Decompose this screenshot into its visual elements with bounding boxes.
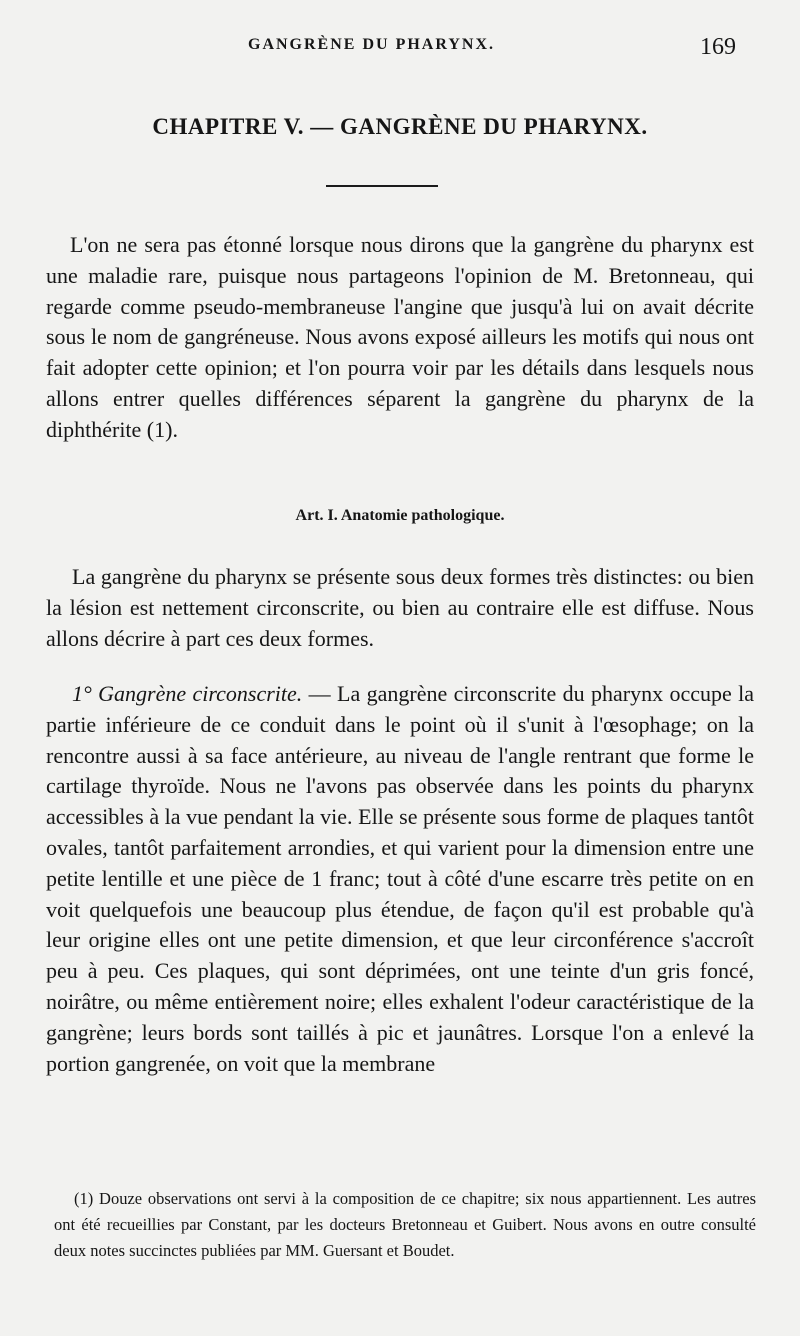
circumscribed-paragraph <box>46 679 754 1079</box>
circumscribed-body: — La gangrène circonscrite du pharynx occupe la partie inférieure de ce conduit dans le point où il s'unit à l'œsophage; on la rencontre aussi à sa face antérieure, au niveau de l'angle rentrant que forme le cartilage thyroïde. Nous ne l'avons pas observée dans les points du pharynx accessibles à la vue pendant la vie. Elle se présente sous forme de plaques tantôt ovales, tantôt parfaitement arrondies, et qui varient pour la dimension entre une petite lentille et une pièce de 1 franc; tout à côté d'une escarre très petite on en voit quelquefois une beaucoup plus étendue, de façon qu'il est probable qu'à leur origine elles ont une petite dimension, et que leur circonférence s'accroît peu à peu. Ces plaques, qui sont déprimées, ont une teinte d'un gris foncé, noirâtre, ou même entièrement noire; elles exhalent l'odeur caractéristique de la gangrène; leurs bords sont taillés à pic et jaunâtres. Lorsque l'on a enlevé la portion gangrenée, on voit que la membrane <box>46 681 754 1076</box>
running-head: GANGRÈNE DU PHARYNX. <box>248 36 495 53</box>
page-number: 169 <box>700 34 736 60</box>
intro-paragraph: L'on ne sera pas étonné lorsque nous dirons que la gangrène du pharynx est une maladie rare, puisque nous partageons l'opinion de M. Bretonneau, qui regarde comme pseudo-membraneuse l'angine que jusqu'à lui on avait décrite sous le nom de gangréneuse. Nous avons exposé ailleurs les motifs qui nous ont fait adopter cette opinion; et l'on pourra voir par les détails dans lesquels nous allons entrer quelles différences séparent la gangrène du pharynx de la diphthérite (1). <box>46 232 754 442</box>
title-divider <box>326 185 438 187</box>
circumscribed-lead: 1° Gangrène circonscrite. <box>72 681 303 706</box>
forms-paragraph: La gangrène du pharynx se présente sous deux formes très distinctes: ou bien la lésion est nettement circonscrite, ou bien au contraire elle est diffuse. Nous allons décrire à part ces deux formes. <box>46 564 754 651</box>
footnote: (1) Douze observations ont servi à la composition de ce chapitre; six nous appartiennent. Les autres ont été recueillies par Constant, par les docteurs Bretonneau et Guibert. Nous avons en outre consulté deux notes succinctes publiées par MM. Guersant et Boudet. <box>54 1189 756 1260</box>
chapter-title: CHAPITRE V. — GANGRÈNE DU PHARYNX. <box>152 114 648 139</box>
section-heading: Art. I. Anatomie pathologique. <box>295 507 505 524</box>
